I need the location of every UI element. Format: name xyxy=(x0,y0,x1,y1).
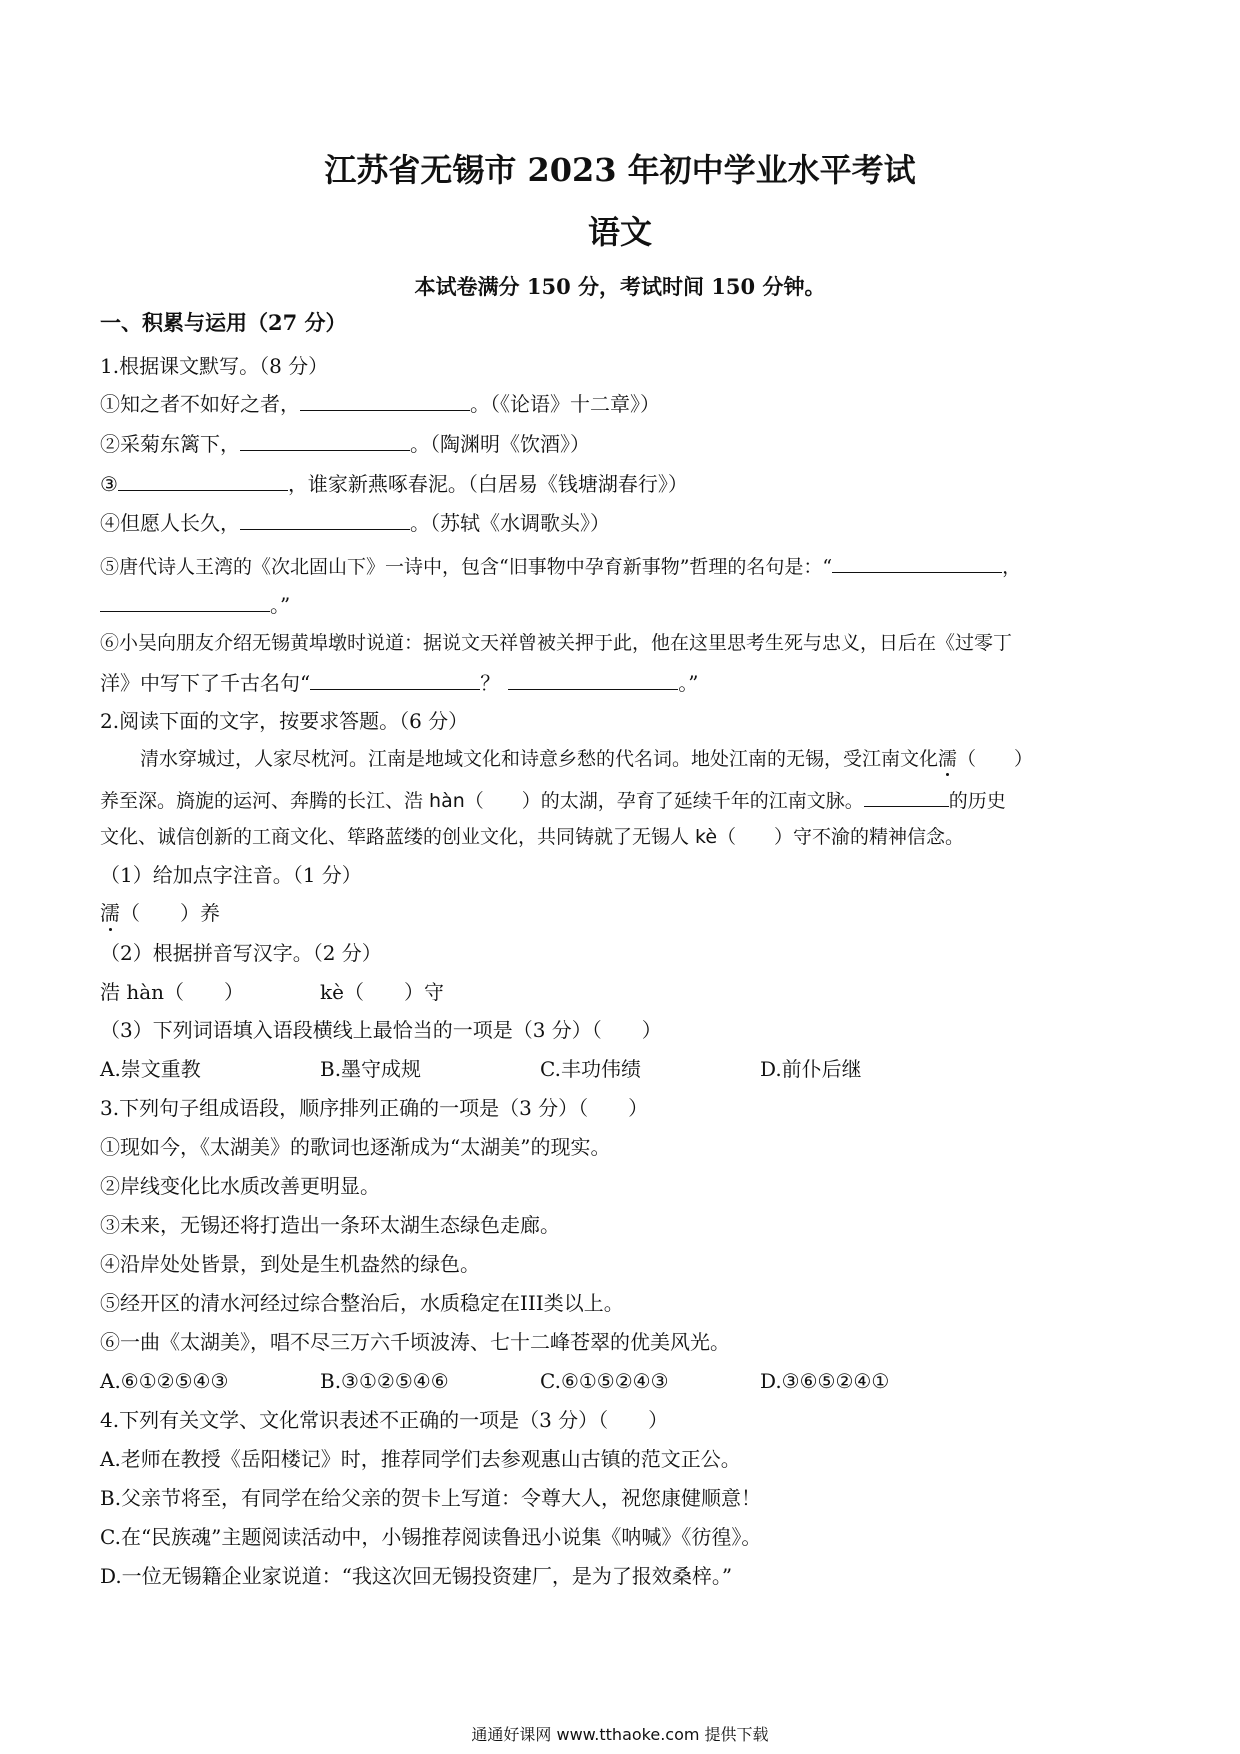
q1-line-3-text-a: ③ xyxy=(100,472,118,496)
q4-option-c: C.在“民族魂”主题阅读活动中，小锡推荐阅读鲁迅小说集《呐喊》《彷徨》。 xyxy=(100,1525,762,1549)
q2-option-d: D.前仆后继 xyxy=(760,1057,862,1081)
q2-prompt: 2.阅读下面的文字，按要求答题。（6 分） xyxy=(100,709,469,733)
q2-sub-1-answer xyxy=(100,900,220,926)
exam-note: 本试卷满分 150 分，考试时间 150 分钟。 xyxy=(414,274,826,299)
q2-sub-3: （3）下列词语填入语段横线上最恰当的一项是（3 分）（ ） xyxy=(100,1018,662,1042)
q2-passage-text-2a: 养至深。旖旎的运河、奔腾的长江、浩 hàn（ ）的太湖，孕育了延续千年的江南文脉。 xyxy=(100,790,864,812)
q4-option-a: A.老师在教授《岳阳楼记》时，推荐同学们去参观惠山古镇的范文正公。 xyxy=(100,1447,741,1471)
q1-blank-5[interactable] xyxy=(832,552,1002,573)
q4-prompt: 4.下列有关文学、文化常识表述不正确的一项是（3 分）（ ） xyxy=(100,1408,669,1432)
q1-line-2-text-b: 。（陶渊明《饮酒》） xyxy=(410,432,590,456)
q1-blank-6[interactable] xyxy=(100,591,270,612)
q2-option-c: C.丰功伟绩 xyxy=(540,1057,641,1081)
q2-passage-line-1 xyxy=(140,746,1033,772)
q1-line-5 xyxy=(100,552,1021,580)
q1-line-5b xyxy=(100,591,290,618)
q2-passage-line-2 xyxy=(100,786,1006,814)
q2-passage-line-3: 文化、诚信创新的工商文化、筚路蓝缕的创业文化，共同铸就了无锡人 kè（ ）守不渝的精神信念。 xyxy=(100,826,965,848)
q3-sentence-4: ④沿岸处处皆景，到处是生机盎然的绿色。 xyxy=(100,1252,480,1276)
q1-line-2-text-a: ②采菊东篱下， xyxy=(100,432,240,456)
q3-prompt: 3.下列句子组成语段，顺序排列正确的一项是（3 分）（ ） xyxy=(100,1096,649,1120)
q1-line-3 xyxy=(100,470,688,497)
q2-dotted-char: 濡 xyxy=(938,748,958,770)
q1-line-6-text-d: 。” xyxy=(678,671,699,695)
q1-line-1-text-a: ①知之者不如好之者， xyxy=(100,392,300,416)
q3-option-a: A.⑥①②⑤④③ xyxy=(100,1369,229,1393)
q3-sentence-1: ①现如今，《太湖美》的歌词也逐渐成为“太湖美”的现实。 xyxy=(100,1135,611,1159)
q1-line-3-text-b: ，谁家新燕啄春泥。（白居易《钱塘湖春行》） xyxy=(287,472,688,496)
q4-option-d: D.一位无锡籍企业家说道：“我这次回无锡投资建厂，是为了报效桑梓。” xyxy=(100,1564,733,1588)
q2-passage-text-1b: （ ） xyxy=(957,748,1034,770)
exam-subject: 语文 xyxy=(587,213,652,251)
q2-passage-blank[interactable] xyxy=(864,786,949,807)
q1-blank-2[interactable] xyxy=(240,430,410,451)
q1-line-6: ⑥小吴向朋友介绍无锡黄埠墩时说道：据说文天祥曾被关押于此，他在这里思考生死与忠义，日后在《过零丁 xyxy=(100,632,1013,654)
q2-sub-1-dotted-char: 濡 xyxy=(100,901,120,925)
q2-passage-text-2b: 的历史 xyxy=(948,790,1006,812)
q3-sentence-6: ⑥一曲《太湖美》，唱不尽三万六千顷波涛、七十二峰苍翠的优美风光。 xyxy=(100,1330,730,1354)
footer-credit: 通通好课网 www.tthaoke.com 提供下载 xyxy=(471,1725,769,1744)
q2-sub-1-answer-text: （ ）养 xyxy=(120,901,220,925)
q1-line-6-text-b: 洋》中写下了千古名句“ xyxy=(100,671,311,695)
q1-line-2 xyxy=(100,430,590,457)
q1-line-5-text-a: ⑤唐代诗人王湾的《次北固山下》一诗中，包含“旧事物中孕育新事物”哲理的名句是：“ xyxy=(100,556,833,578)
q2-sub-1: （1）给加点字注音。（1 分） xyxy=(100,863,362,887)
q1-blank-3[interactable] xyxy=(118,470,288,491)
q2-passage-text-1a: 清水穿城过，人家尽枕河。江南是地域文化和诗意乡愁的代名词。地处江南的无锡，受江南文化 xyxy=(140,748,939,770)
q2-sub-2-answer-a: 浩 hàn（ ） xyxy=(100,980,245,1004)
q1-prompt: 1.根据课文默写。（8 分） xyxy=(100,354,329,378)
q1-line-1 xyxy=(100,390,660,417)
section-heading: 一、积累与运用（27 分） xyxy=(100,310,347,335)
q1-line-4 xyxy=(100,509,610,536)
q1-blank-7[interactable] xyxy=(310,669,480,690)
q2-sub-2-answer-b: kè（ ）守 xyxy=(320,980,444,1004)
q1-blank-4[interactable] xyxy=(240,509,410,530)
q3-option-d: D.③⑥⑤②④① xyxy=(760,1369,890,1393)
q3-sentence-3: ③未来，无锡还将打造出一条环太湖生态绿色走廊。 xyxy=(100,1213,560,1237)
q1-line-6b xyxy=(100,669,698,696)
q1-line-1-text-b: 。（《论语》十二章》） xyxy=(470,392,660,416)
q1-line-5-text-b: ， xyxy=(1002,556,1022,578)
q3-sentence-2: ②岸线变化比水质改善更明显。 xyxy=(100,1174,380,1198)
q1-line-6-text-c: ？ xyxy=(480,671,501,695)
q3-option-b: B.③①②⑤④⑥ xyxy=(320,1369,449,1393)
q1-line-4-text-b: 。（苏轼《水调歌头》） xyxy=(410,511,610,535)
q1-line-4-text-a: ④但愿人长久， xyxy=(100,511,240,535)
q2-sub-2: （2）根据拼音写汉字。（2 分） xyxy=(100,941,382,965)
q3-sentence-5: ⑤经开区的清水河经过综合整治后，水质稳定在III类以上。 xyxy=(100,1291,624,1315)
q4-option-b: B.父亲节将至，有同学在给父亲的贺卡上写道：令尊大人，祝您康健顺意！ xyxy=(100,1486,762,1510)
q1-line-5-text-c: 。” xyxy=(270,593,291,617)
q1-blank-8[interactable] xyxy=(508,669,678,690)
q3-option-c: C.⑥①⑤②④③ xyxy=(540,1369,669,1393)
exam-title: 江苏省无锡市 2023 年初中学业水平考试 xyxy=(324,151,916,189)
q1-blank-1[interactable] xyxy=(300,390,470,411)
q2-option-b: B.墨守成规 xyxy=(320,1057,422,1081)
q2-option-a: A.崇文重教 xyxy=(100,1057,201,1081)
